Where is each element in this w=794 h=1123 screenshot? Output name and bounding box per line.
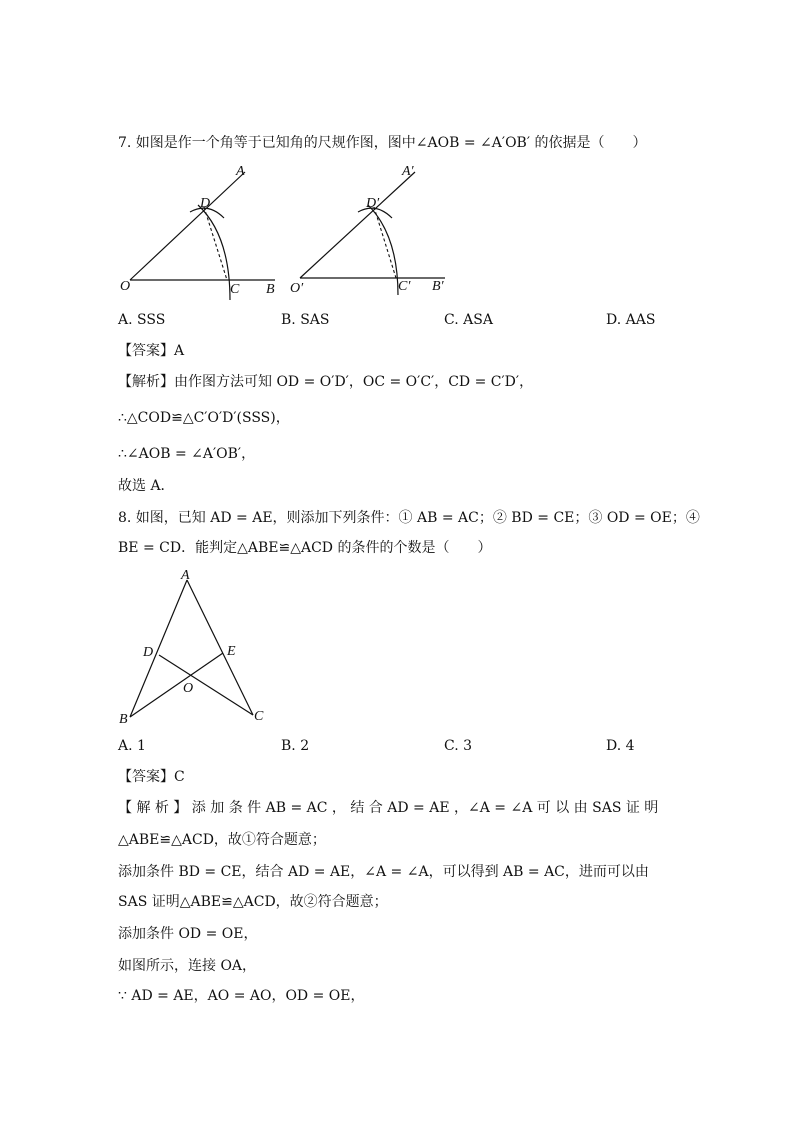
answer-7: 【答案】A bbox=[118, 343, 185, 359]
label-c: C bbox=[254, 709, 264, 724]
label-b: B bbox=[266, 282, 275, 297]
question-7-stem: 7. 如图是作一个角等于已知角的尺规作图，图中∠AOB = ∠A′OB′ 的依据是（ ） bbox=[118, 135, 647, 151]
option-c: C. 3 bbox=[444, 738, 473, 754]
label-o: O bbox=[183, 681, 194, 696]
label-a-prime: A′ bbox=[402, 164, 414, 179]
label-b-prime: B′ bbox=[432, 279, 444, 294]
option-a: A. 1 bbox=[118, 738, 146, 754]
option-d: D. 4 bbox=[606, 738, 635, 754]
label-e: E bbox=[227, 644, 236, 659]
analysis-8-line-6: 如图所示，连接 OA， bbox=[118, 958, 257, 974]
analysis-8-line-2: △ABE≌△ACD，故①符合题意； bbox=[118, 832, 326, 848]
label-a: A bbox=[181, 568, 190, 583]
figure-angle-construction-1 bbox=[118, 160, 278, 300]
arc-dc-prime bbox=[368, 205, 398, 295]
analysis-8-line-5: 添加条件 OD = OE， bbox=[118, 926, 258, 942]
analysis-7-line-2: ∴△COD≌△C′O′D′(SSS)， bbox=[118, 410, 290, 426]
analysis-8-line-3: 添加条件 BD = CE，结合 AD = AE，∠A = ∠A，可以得到 AB = AC，进而可以由 bbox=[118, 864, 649, 880]
ray-oa bbox=[130, 172, 245, 280]
analysis-7-line-1: 【解析】由作图方法可知 OD = O′D′，OC = O′C′，CD = C′D′， bbox=[118, 374, 534, 390]
option-b: B. SAS bbox=[281, 312, 330, 328]
option-c: C. ASA bbox=[444, 312, 493, 328]
analysis-7-line-4: 故选 A． bbox=[118, 478, 175, 494]
label-o-prime: O′ bbox=[290, 281, 304, 296]
option-a: A. SSS bbox=[118, 312, 166, 328]
option-d: D. AAS bbox=[606, 312, 656, 328]
label-d: D bbox=[143, 645, 154, 660]
analysis-8-line-1: 【 解 析 】 添 加 条 件 AB = AC ， 结 合 AD = AE ，∠A = ∠A 可 以 由 SAS 证 明 bbox=[118, 800, 659, 816]
label-d: D bbox=[200, 196, 211, 211]
dashed-dc-prime bbox=[374, 207, 396, 278]
analysis-7-line-3: ∴∠AOB = ∠A′OB′， bbox=[118, 446, 256, 462]
ray-oa-prime bbox=[300, 172, 415, 278]
label-o: O bbox=[120, 279, 131, 294]
side-ab bbox=[130, 580, 187, 717]
label-a: A bbox=[236, 164, 245, 179]
question-8-stem-line-2: BE = CD．能判定△ABE≌△ACD 的条件的个数是（ ） bbox=[118, 540, 492, 556]
side-ac bbox=[187, 580, 253, 715]
answer-8: 【答案】C bbox=[118, 769, 185, 785]
question-8-stem-line-1: 8. 如图，已知 AD = AE，则添加下列条件：① AB = AC；② BD = CE；③ OD = OE；④ bbox=[118, 510, 700, 526]
label-c: C bbox=[230, 282, 240, 297]
figure-triangle-abe-acd bbox=[115, 565, 275, 730]
analysis-8-line-7: ∵ AD = AE，AO = AO，OD = OE， bbox=[118, 988, 365, 1004]
figure-angle-construction-2 bbox=[288, 160, 463, 300]
label-b: B bbox=[119, 712, 128, 727]
arc-dc bbox=[198, 205, 230, 300]
option-b: B. 2 bbox=[281, 738, 310, 754]
analysis-8-line-4: SAS 证明△ABE≌△ACD，故②符合题意； bbox=[118, 894, 388, 910]
label-c-prime: C′ bbox=[398, 279, 411, 294]
label-d-prime: D′ bbox=[366, 196, 380, 211]
